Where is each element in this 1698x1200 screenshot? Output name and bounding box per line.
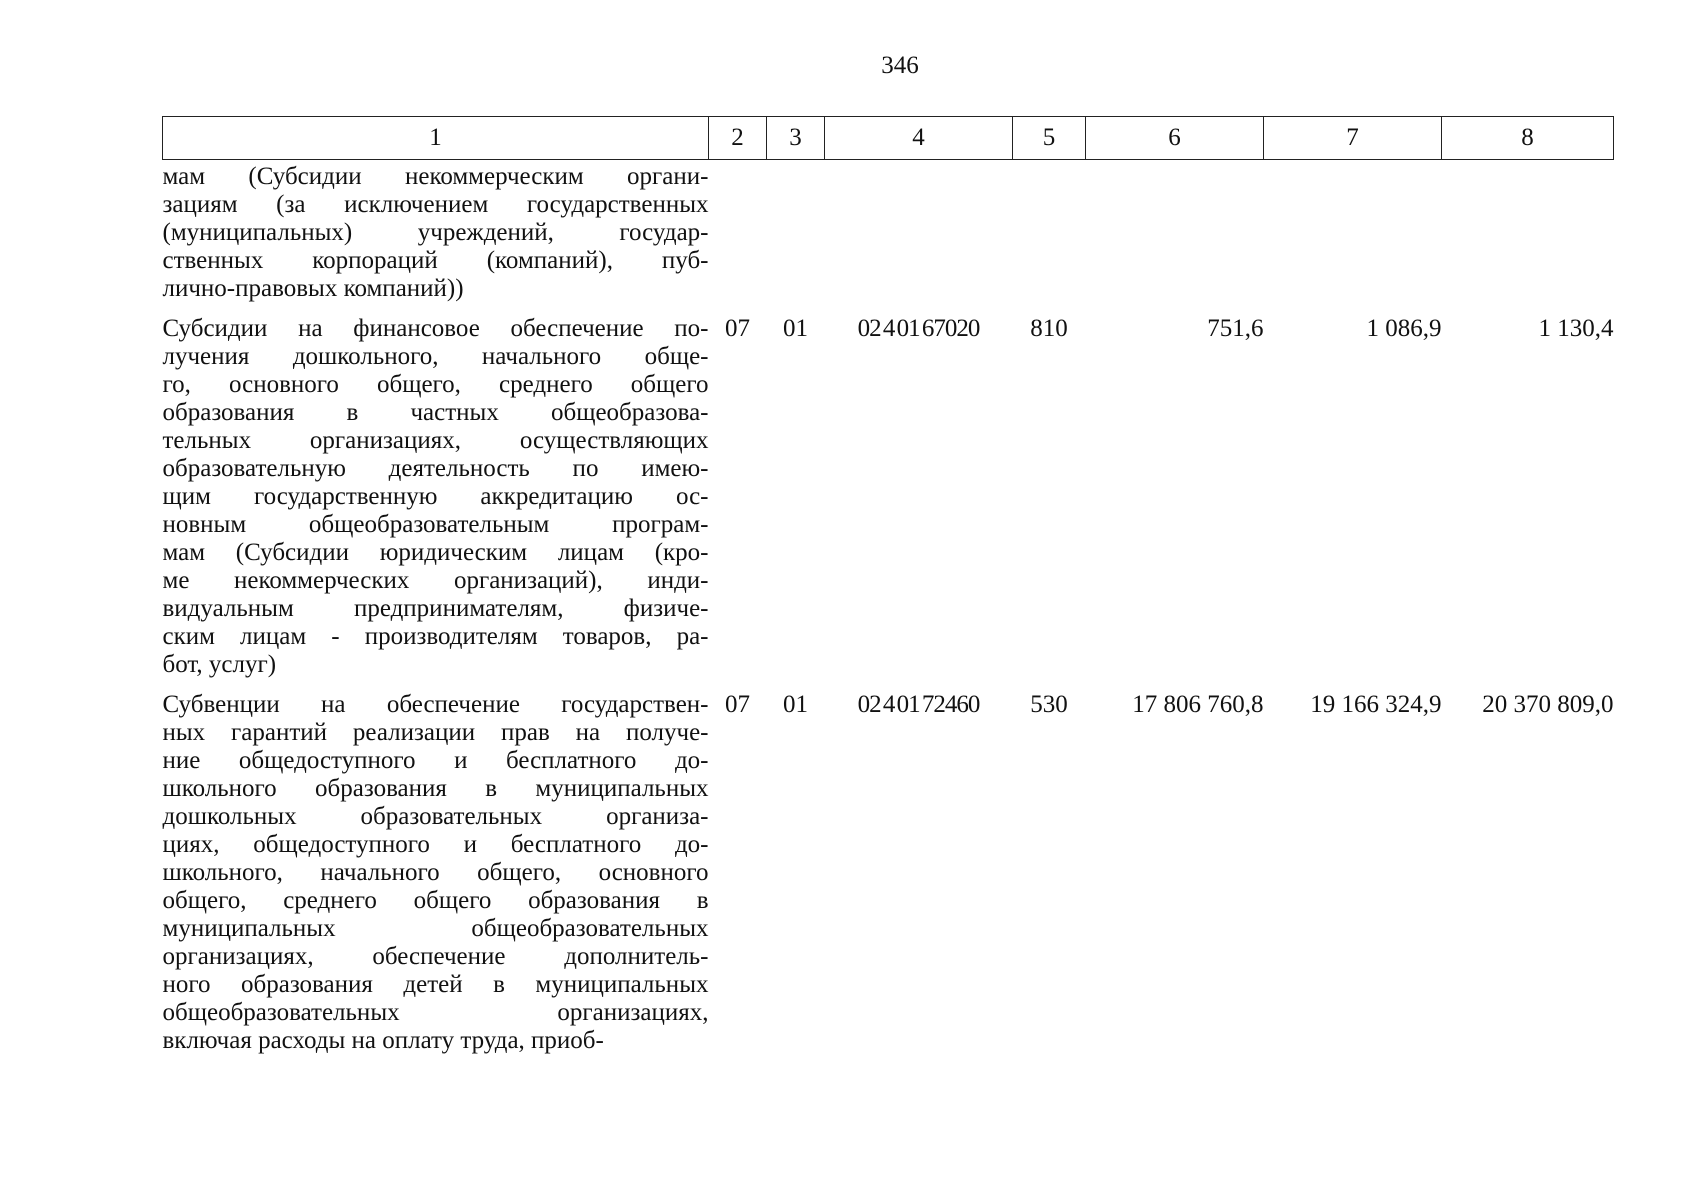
amount-year-3: 20 370 809,0: [1482, 691, 1614, 718]
description-line: бот, услуг): [162, 651, 277, 678]
table-row: [163, 315, 1614, 691]
description-line: щим государственную аккредитацию ос-: [162, 483, 709, 510]
expense-type-code: [1013, 160, 1086, 316]
description-line: мам (Субсидии некоммерческим органи-: [162, 163, 709, 190]
table-body: [163, 160, 1614, 1068]
description-line: Субвенции на обеспечение государствен-: [162, 691, 709, 718]
description-line: образования в частных общеобразова-: [162, 399, 709, 426]
row-description: [163, 315, 709, 691]
amount-year-1: [1086, 160, 1264, 316]
amount-year-3: 1 130,4: [1538, 315, 1614, 342]
description-line: ных гарантий реализации прав на получе-: [162, 719, 709, 746]
expense-type-code: 530: [1030, 691, 1068, 718]
amount-year-2: 19 166 324,9: [1310, 691, 1442, 718]
header-cell: 4: [825, 117, 1013, 160]
row-description: [163, 160, 709, 316]
description-line: (муниципальных) учреждений, государ-: [162, 219, 709, 246]
description-line: лучения дошкольного, начального обще-: [162, 343, 709, 370]
description-line: организациях, обеспечение дополнитель-: [162, 943, 709, 970]
description-line: го, основного общего, среднего общего: [162, 371, 709, 398]
description-line: образовательную деятельность по имею-: [162, 455, 709, 482]
description-line: видуальным предпринимателям, физиче-: [162, 595, 709, 622]
description-line: ме некоммерческих организаций), инди-: [162, 567, 709, 594]
description-line: общего, среднего общего образования в: [162, 887, 709, 914]
description-line: тельных организациях, осуществляющих: [162, 427, 709, 454]
description-line: муниципальных общеобразовательных: [162, 915, 709, 942]
description-line: включая расходы на оплату труда, приоб-: [162, 1027, 604, 1054]
target-article-code: 02 4 01 67020: [857, 315, 980, 342]
description-line: школьного, начального общего, основного: [162, 859, 709, 886]
description-line: циях, общедоступного и бесплатного до-: [162, 831, 709, 858]
description-line: зациям (за исключением государственных: [162, 191, 709, 218]
header-cell: 8: [1442, 117, 1614, 160]
description-line: ским лицам - производителям товаров, ра-: [162, 623, 709, 650]
description-line: общеобразовательных организациях,: [162, 999, 709, 1026]
row-description: [163, 691, 709, 1067]
expense-type-code: 810: [1030, 315, 1068, 342]
description-line: новным общеобразовательным програм-: [162, 511, 709, 538]
section-code: 07: [725, 691, 750, 718]
amount-year-1: 751,6: [1207, 315, 1264, 342]
description-line: дошкольных образовательных организа-: [162, 803, 709, 830]
description-line: мам (Субсидии юридическим лицам (кро-: [162, 539, 709, 566]
subsection-code: 01: [783, 315, 808, 342]
subsection-code: [767, 160, 825, 316]
header-row: [163, 117, 1614, 160]
table-row: [163, 691, 1614, 1067]
amount-year-1: 17 806 760,8: [1132, 691, 1264, 718]
header-cell: 3: [767, 117, 825, 160]
subsection-code: 01: [783, 691, 808, 718]
description-line: лично-правовых компаний)): [162, 275, 464, 302]
description-line: школьного образования в муниципальных: [162, 775, 709, 802]
amount-year-3: [1442, 160, 1614, 316]
table-row: [163, 160, 1614, 316]
header-cell: 5: [1013, 117, 1086, 160]
target-article-code: [825, 160, 1013, 316]
target-article-code: 02 4 01 72460: [857, 691, 980, 718]
page-number: 346: [881, 52, 919, 79]
header-cell: 7: [1264, 117, 1442, 160]
description-line: Субсидии на финансовое обеспечение по-: [162, 315, 709, 342]
section-code: [709, 160, 767, 316]
budget-table: [162, 116, 1614, 1067]
header-cell: 2: [709, 117, 767, 160]
section-code: 07: [725, 315, 750, 342]
description-line: ственных корпораций (компаний), пуб-: [162, 247, 709, 274]
header-cell: 6: [1086, 117, 1264, 160]
header-cell: 1: [163, 117, 709, 160]
description-line: ние общедоступного и бесплатного до-: [162, 747, 709, 774]
description-line: ного образования детей в муниципальных: [162, 971, 709, 998]
amount-year-2: 1 086,9: [1366, 315, 1442, 342]
amount-year-2: [1264, 160, 1442, 316]
